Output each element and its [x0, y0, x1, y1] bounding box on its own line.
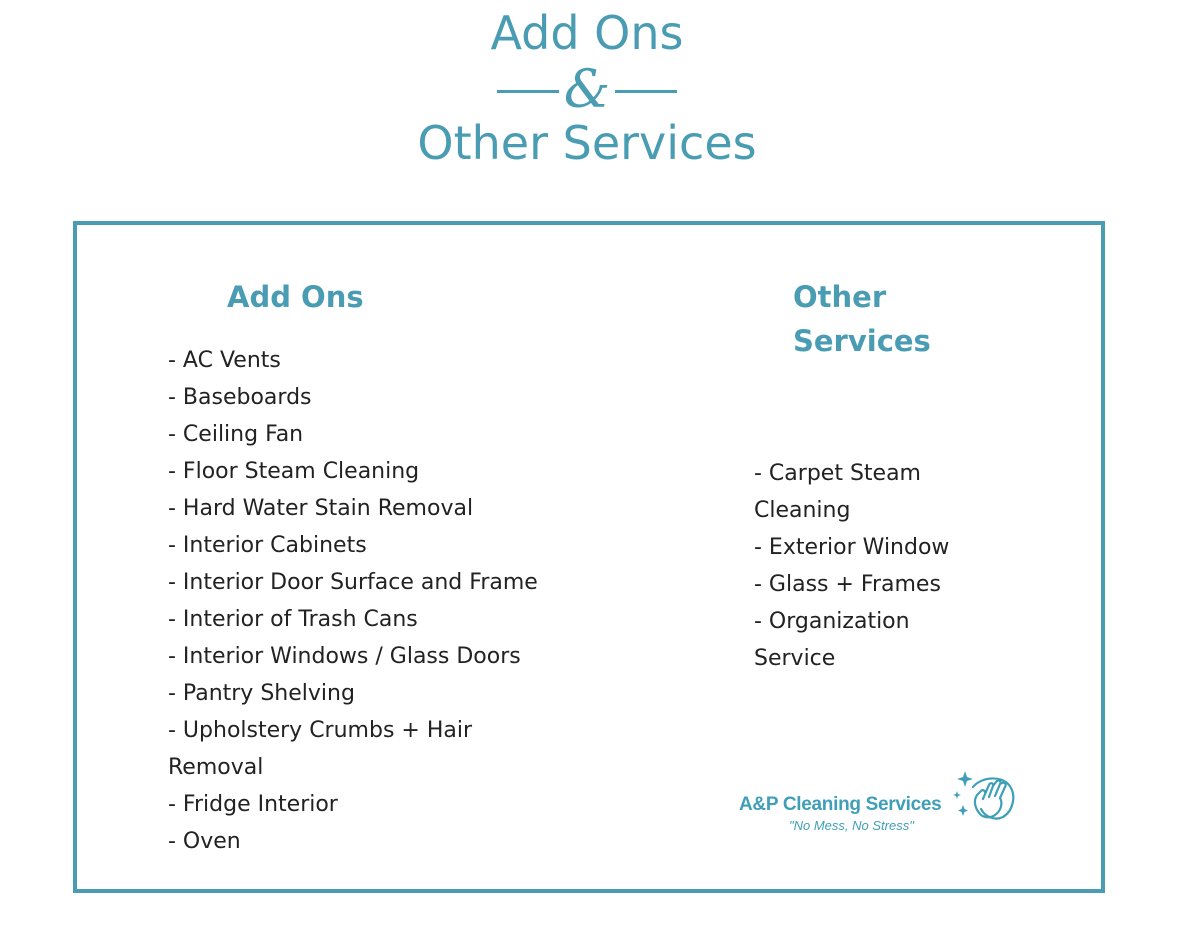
list-item: - Interior of Trash Cans	[168, 607, 418, 632]
list-item: - Fridge Interior	[168, 792, 338, 817]
addons-heading: Add Ons	[227, 280, 364, 314]
addons-list	[168, 342, 608, 860]
list-item: - Baseboards	[168, 385, 312, 410]
list-item: - Glass + Frames	[754, 572, 941, 597]
list-item: - Hard Water Stain Removal	[168, 496, 474, 521]
list-item: - Oven	[168, 829, 241, 854]
list-item: - Floor Steam Cleaning	[168, 459, 420, 484]
services-panel	[73, 221, 1105, 893]
list-item: - Exterior Window	[754, 535, 950, 560]
other-services-heading-line2: Services	[793, 324, 931, 358]
other-services-list	[754, 455, 984, 677]
list-item: - Organization	[754, 609, 910, 634]
list-item: - Interior Door Surface and Frame	[168, 570, 538, 595]
logo-company-name: A&P Cleaning Services	[739, 794, 942, 815]
list-item: - AC Vents	[168, 348, 281, 373]
list-item: Service	[754, 646, 836, 671]
list-item: Cleaning	[754, 498, 851, 523]
company-logo	[739, 765, 1029, 845]
list-item: - Pantry Shelving	[168, 681, 355, 706]
list-item: Removal	[168, 755, 264, 780]
logo-tagline: "No Mess, No Stress"	[789, 818, 914, 833]
ampersand-glyph: &	[563, 60, 611, 120]
divider-line-left	[497, 90, 559, 93]
page-title-line1: Add Ons	[490, 6, 684, 60]
list-item: - Interior Windows / Glass Doors	[168, 644, 521, 669]
list-item: - Interior Cabinets	[168, 533, 367, 558]
sparkling-hand-icon	[951, 765, 1021, 835]
list-item: - Carpet Steam	[754, 461, 921, 486]
ampersand-divider	[497, 62, 677, 118]
list-item: - Upholstery Crumbs + Hair	[168, 718, 473, 743]
divider-line-right	[615, 90, 677, 93]
list-item: - Ceiling Fan	[168, 422, 304, 447]
other-services-heading-line1: Other	[793, 280, 887, 314]
page-title-line2: Other Services	[417, 116, 757, 170]
other-services-heading	[793, 275, 993, 363]
